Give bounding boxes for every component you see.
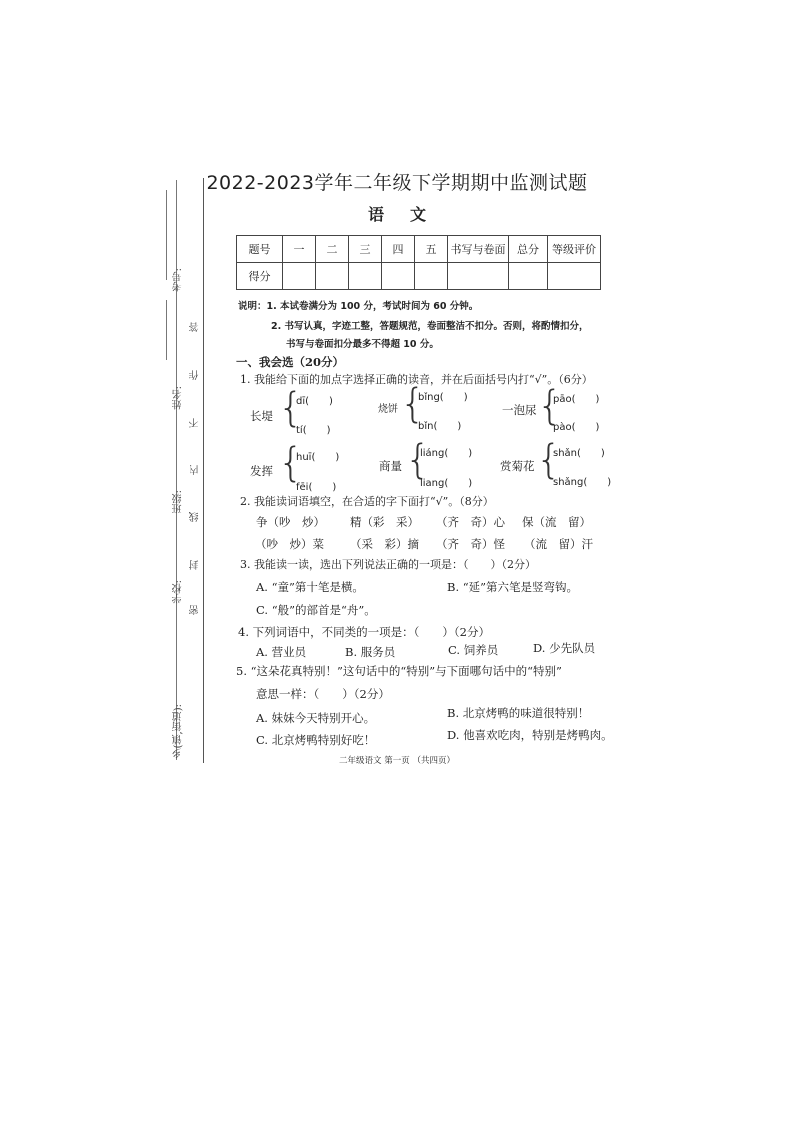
q5-option-b[interactable]: B. 北京烤鸭的味道很特别！ xyxy=(447,706,590,720)
label-class: 班级: xyxy=(173,490,184,514)
q2-item[interactable]: （齐 奇）心 xyxy=(436,515,505,529)
page-footer: 二年级语文 第一页 （共四页） xyxy=(339,756,455,766)
q2-item[interactable]: 保（流 留） xyxy=(522,515,591,529)
seal-char: 密 xyxy=(190,605,201,615)
q3-option-b[interactable]: B. “延”第六笔是竖弯钩。 xyxy=(447,580,579,594)
note-line-2: 2. 书写认真，字迹工整，答题规范，卷面整洁不扣分。否则，将酌情扣分， xyxy=(271,321,589,332)
score-input[interactable] xyxy=(509,263,548,290)
score-input[interactable] xyxy=(448,263,509,290)
label-school: 学校: xyxy=(173,580,184,604)
class-underline xyxy=(166,300,167,360)
q1-option[interactable]: fēi( ) xyxy=(296,482,337,493)
q1-option[interactable]: bǐn( ) xyxy=(418,421,462,432)
q2-item[interactable]: 争（吵 炒） xyxy=(256,515,325,529)
score-input[interactable] xyxy=(349,263,382,290)
score-input[interactable] xyxy=(415,263,448,290)
score-cell: 总分 xyxy=(509,236,548,263)
q1-option[interactable]: bǐng( ) xyxy=(418,392,468,403)
brace-icon: { xyxy=(537,383,563,429)
note-line-1: 说明：1. 本试卷满分为 100 分，考试时间为 60 分钟。 xyxy=(238,301,479,312)
q2-item[interactable]: （流 留）汗 xyxy=(524,537,593,551)
q1-option[interactable]: pāo( ) xyxy=(553,394,600,405)
seal-char: 答 xyxy=(190,322,201,332)
seal-char: 线 xyxy=(190,512,201,522)
score-cell: 五 xyxy=(415,236,448,263)
score-input[interactable] xyxy=(316,263,349,290)
q1-word: 一泡尿 xyxy=(502,403,537,417)
q3-option-c[interactable]: C. “般”的部首是“舟”。 xyxy=(256,603,376,617)
q1-word: 烧饼 xyxy=(378,404,398,415)
score-cell: 一 xyxy=(283,236,316,263)
q2-item[interactable]: 精（彩 采） xyxy=(350,515,419,529)
q1-option[interactable]: tí( ) xyxy=(296,425,331,436)
binding-line-inner xyxy=(203,178,204,763)
q1-option[interactable]: shǎn( ) xyxy=(553,448,605,459)
q2-item[interactable]: （齐 奇）怪 xyxy=(436,537,505,551)
q1-option[interactable]: pào( ) xyxy=(553,422,600,433)
seal-char: 作 xyxy=(190,370,201,380)
q1-word: 发挥 xyxy=(250,464,273,478)
brace-icon: { xyxy=(405,437,431,483)
q5-option-a[interactable]: A. 妹妹今天特别开心。 xyxy=(256,711,376,725)
score-cell: 得分 xyxy=(237,263,283,290)
score-cell: 二 xyxy=(316,236,349,263)
label-name: 姓名: xyxy=(173,386,184,410)
q4-option-a[interactable]: A. 营业员 xyxy=(256,645,307,659)
binding-line-outer xyxy=(176,180,177,760)
exam-title: 2022-2023学年二年级下学期期中监测试题 xyxy=(206,172,588,194)
q1-option[interactable]: shǎng( ) xyxy=(553,477,612,488)
q2-item[interactable]: （吵 炒）菜 xyxy=(255,537,324,551)
seal-char: 不 xyxy=(190,418,201,428)
q1-word: 商量 xyxy=(379,459,402,473)
score-cell: 等级评价 xyxy=(548,236,601,263)
seal-char: 封 xyxy=(190,560,201,570)
q4-option-b[interactable]: B. 服务员 xyxy=(345,645,396,659)
q2-item[interactable]: （采 彩）摘 xyxy=(350,537,419,551)
label-kaohao: 考号: xyxy=(173,268,184,292)
note-line-3: 书写与卷面扣分最多不得超 10 分。 xyxy=(286,339,439,350)
q1-text: 1. 我能给下面的加点字选择正确的读音，并在后面括号内打“√”。（6分） xyxy=(240,373,593,386)
q5-option-c[interactable]: C. 北京烤鸭特别好吃！ xyxy=(256,733,376,747)
brace-icon: { xyxy=(278,385,304,431)
q5-text-2: 意思一样：（ ）（2分） xyxy=(256,687,390,701)
brace-icon: { xyxy=(278,440,304,486)
brace-icon: { xyxy=(400,381,426,427)
score-value-row xyxy=(237,263,601,290)
q1-option[interactable]: dī( ) xyxy=(296,396,333,407)
q3-text: 3. 我能读一读，选出下列说法正确的一项是：（ ）（2分） xyxy=(240,558,536,571)
subject-title: 语文 xyxy=(367,205,452,224)
q3-option-a[interactable]: A. “童”第十笔是横。 xyxy=(256,580,364,594)
q1-option[interactable]: liáng( ) xyxy=(420,448,473,459)
brace-icon: { xyxy=(536,437,562,483)
q4-text: 4. 下列词语中，不同类的一项是：（ ）（2分） xyxy=(238,625,490,639)
section-1-heading: 一、我会选（20分） xyxy=(236,355,345,369)
q1-option[interactable]: liang( ) xyxy=(420,478,473,489)
score-input[interactable] xyxy=(283,263,316,290)
q1-word: 长堤 xyxy=(250,409,273,423)
score-header-row xyxy=(237,236,601,263)
q1-option[interactable]: huī( ) xyxy=(296,452,340,463)
seal-char: 内 xyxy=(190,465,201,475)
q5-option-d[interactable]: D. 他喜欢吃肉，特别是烤鸭肉。 xyxy=(447,728,613,742)
score-cell: 书写与卷面 xyxy=(448,236,509,263)
q5-text: 5. “这朵花真特别！”这句话中的“特别”与下面哪句话中的“特别” xyxy=(236,664,562,678)
score-cell: 三 xyxy=(349,236,382,263)
q4-option-d[interactable]: D. 少先队员 xyxy=(533,641,596,655)
score-input[interactable] xyxy=(548,263,601,290)
label-town: 乡(镇,街道): xyxy=(173,704,184,759)
score-input[interactable] xyxy=(382,263,415,290)
q2-text: 2. 我能读词语填空，在合适的字下面打“√”。（8分） xyxy=(240,495,494,508)
score-cell: 题号 xyxy=(237,236,283,263)
q4-option-c[interactable]: C. 饲养员 xyxy=(448,643,499,657)
score-table xyxy=(236,235,601,290)
q1-word: 赏菊花 xyxy=(500,459,535,473)
score-cell: 四 xyxy=(382,236,415,263)
